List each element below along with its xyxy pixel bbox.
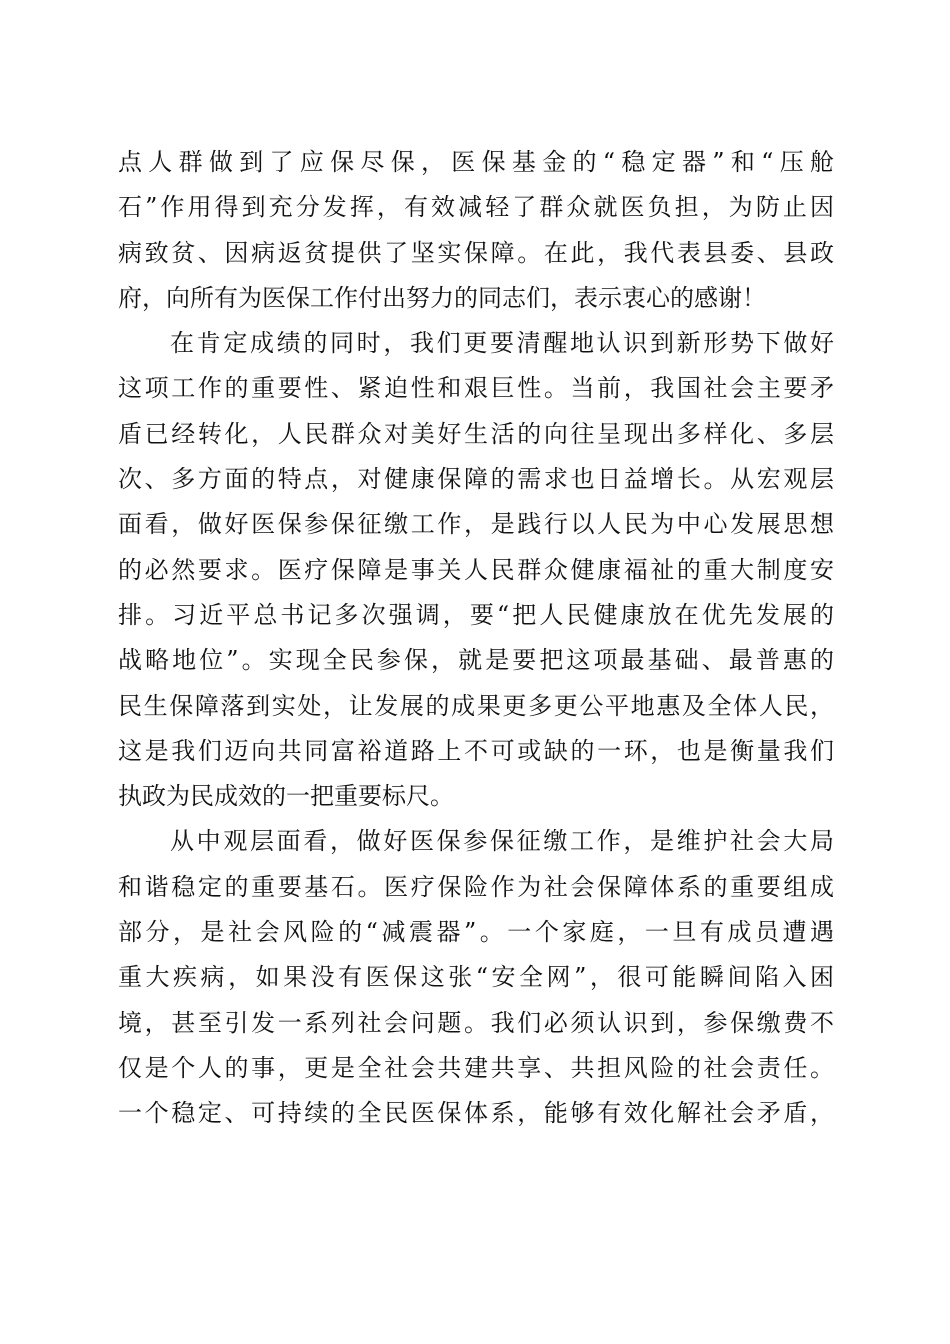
- paragraph-1: [118, 140, 834, 321]
- text-line: 排。习近平总书记多次强调，要“把人民健康放在优先发展的: [118, 600, 834, 629]
- paragraph-3: [118, 819, 834, 1136]
- text-line: 从中观层面看，做好医保参保征缴工作，是维护社会大局: [170, 827, 834, 856]
- text-line: 执政为民成效的一把重要标尺。: [118, 782, 454, 811]
- text-line: 这是我们迈向共同富裕道路上不可或缺的一环，也是衡量我们: [118, 736, 834, 765]
- text-line: 仅是个人的事，更是全社会共建共享、共担风险的社会责任。: [118, 1053, 834, 1082]
- text-line: 的必然要求。医疗保障是事关人民群众健康福祉的重大制度安: [118, 555, 834, 584]
- text-line: 盾已经转化，人民群众对美好生活的向往呈现出多样化、多层: [118, 419, 834, 448]
- text-line: 石”作用得到充分发挥，有效减轻了群众就医负担，为防止因: [118, 193, 834, 222]
- text-line: 这项工作的重要性、紧迫性和艰巨性。当前，我国社会主要矛: [118, 374, 834, 403]
- body-text: [118, 140, 834, 1137]
- text-line: 府，向所有为医保工作付出努力的同志们，表示衷心的感谢！: [118, 283, 766, 312]
- text-line: 点人群做到了应保尽保，医保基金的“稳定器”和“压舱: [118, 148, 834, 176]
- paragraph-2: [118, 321, 834, 819]
- text-line: 在肯定成绩的同时，我们更要清醒地认识到新形势下做好: [170, 329, 834, 358]
- text-line: 重大疾病，如果没有医保这张“安全网”，很可能瞬间陷入困: [118, 963, 834, 992]
- text-line: 境，甚至引发一系列社会问题。我们必须认识到，参保缴费不: [118, 1008, 834, 1037]
- text-line: 和谐稳定的重要基石。医疗保险作为社会保障体系的重要组成: [118, 872, 834, 901]
- text-line: 病致贫、因病返贫提供了坚实保障。在此，我代表县委、县政: [118, 238, 834, 267]
- text-line: 民生保障落到实处，让发展的成果更多更公平地惠及全体人民，: [118, 691, 834, 720]
- text-line: 战略地位”。实现全民参保，就是要把这项最基础、最普惠的: [118, 646, 834, 675]
- text-line: 面看，做好医保参保征缴工作，是践行以人民为中心发展思想: [118, 510, 834, 539]
- text-line: 部分，是社会风险的“减震器”。一个家庭，一旦有成员遭遇: [118, 918, 834, 947]
- text-line: 一个稳定、可持续的全民医保体系，能够有效化解社会矛盾，: [118, 1099, 834, 1128]
- text-line: 次、多方面的特点，对健康保障的需求也日益增长。从宏观层: [118, 465, 834, 494]
